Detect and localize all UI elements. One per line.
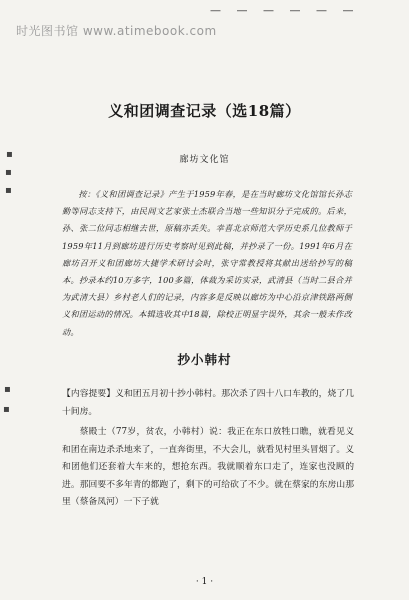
section-summary: 【内容提要】义和团五月初十抄小韩村。那次杀了四十八口车教的，烧了几十间房。	[62, 389, 354, 417]
top-rule-marks: — — — — — —	[210, 4, 360, 17]
edge-scan-mark: ▪	[5, 185, 12, 196]
section-paragraph: 蔡殿士（77岁，贫农，小韩村）说：我正在东口放牲口瞧，就看见义和团在南边杀杀地来了，一直奔街里，不大会儿，就看见村里头冒烟了。义和团他们还套着大车来的，想抢东西。我就顺着东口走了，连家也没顾的进。那回要不多年青的都跑了，剩下的可给砍了不少。就在蔡家的东房山那里（蔡备凤河）一下子就	[62, 427, 354, 508]
article-title: 义和团调查记录（选18篇）	[108, 102, 301, 120]
editor-note: 按：《义和团调查记录》产生于1959年春，是在当时廊坊文化馆馆长孙志勤等同志支持下，由民间文艺家张士杰联合当地一些知识分子完成的。后来，孙、张二位同志相继去世，原稿亦丢失。幸喜北京师范大学历史系几位教师于1959年11月到廊坊进行历史考察时见到此稿，并抄录了一份。1991年6月在廊坊召开义和团廊坊大捷学术研讨会时，张守常教授将其献出送给抄写的稿本。抄录本约10万多字，100多篇，体裁为采访实录，武清县（当时二县合并为武清大县）乡村老人们的记录，内容多是反映以廊坊为中心沿京津铁路两侧义和团运动的情况。本辑选收其中18篇，除校正明显字误外，其余一般未作改动。	[62, 189, 352, 337]
edge-scan-mark: ▪	[5, 167, 12, 178]
edge-scan-mark: ▪	[3, 404, 10, 415]
watermark: 时光图书馆 www.atimebook.com	[16, 24, 217, 38]
edge-scan-mark: ▪	[6, 149, 13, 160]
page-number: · 1 ·	[195, 577, 214, 587]
article-author: 廊坊文化馆	[179, 155, 230, 165]
section-title: 抄小韩村	[177, 352, 232, 367]
edge-scan-mark: ▪	[4, 384, 11, 395]
